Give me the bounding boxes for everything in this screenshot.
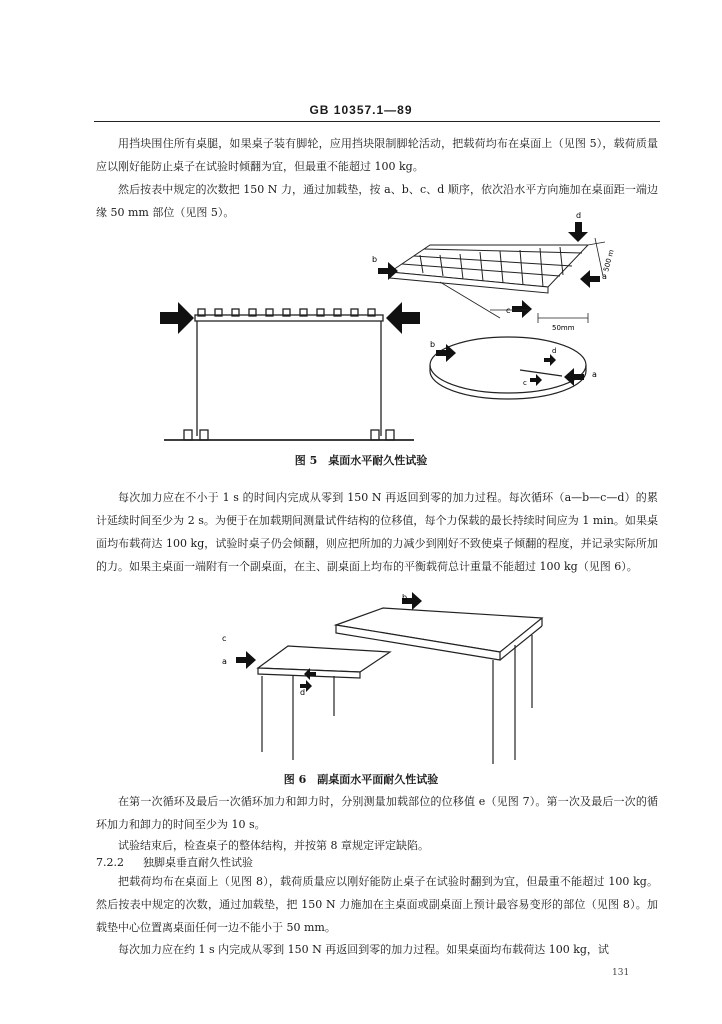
- fig6-label-c: c: [222, 634, 227, 643]
- paragraph-7: 每次加力应在约 1 s 内完成从零到 150 N 再返回到零的加力过程。如果桌面均布载荷达 100 kg，试: [118, 943, 609, 956]
- side-table: [258, 646, 390, 760]
- fig5-label-c: c: [506, 306, 511, 315]
- section-heading: [96, 854, 253, 870]
- fig5-round-label-b: b: [430, 340, 436, 349]
- main-table: [336, 608, 542, 764]
- fig5-round-label-c: c: [523, 379, 527, 387]
- fig6-label-a: a: [222, 657, 227, 666]
- page-number: 131: [612, 968, 630, 978]
- section-number: 7.2.2: [96, 856, 124, 869]
- standard-number: GB 10357.1—89: [309, 103, 413, 117]
- paragraph-5: 试验结束后，检查桌子的整体结构，并按第 8 章规定评定缺陷。: [118, 839, 429, 852]
- paragraph-2: 然后按表中规定的次数把 150 N 力，通过加载垫，按 a、b、c、d 顺序，依次沿水平方向施加在桌面距一端边缘 50 mm 部位（见图 5）。: [96, 183, 658, 219]
- fig5-dim-50mm: 50mm: [552, 324, 575, 332]
- figure-5-caption: 图 5 桌面水平耐久性试验: [294, 454, 428, 467]
- fig6-label-d: d: [300, 688, 306, 697]
- section-title: 独脚桌垂直耐久性试验: [143, 856, 253, 869]
- fig6-label-b: b: [402, 593, 408, 602]
- fig5-label-d: d: [576, 211, 582, 220]
- fig5-label-a: a: [602, 272, 607, 281]
- paragraph-3: 每次加力应在不小于 1 s 的时间内完成从零到 150 N 再返回到零的加力过程。每次循环（a—b—c—d）的累计延续时间至少为 2 s。为便于在加载期间测量试件结构的位移值，每个力保载的最长持续时间应为 1 min。如果桌面均布载荷达 100 kg，试验时桌子仍会倾翻，则应把所加的力减少到刚好不致使桌子倾翻的程度，并记录实际所加的力。如果主桌面一端附有一个副桌面，在主、副桌面上均布的平衡载荷总计重量不能超过 100 kg（见图 6）。: [96, 491, 658, 573]
- fig5-dim-500m: 500 m: [602, 248, 616, 273]
- fig5-round-label-d: d: [552, 347, 557, 355]
- paragraph-4: 在第一次循环及最后一次循环加力和卸力时，分别测量加载部位的位移值 e（见图 7）。第一次及最后一次的循环加力和卸力的时间至少为 10 s。: [96, 795, 658, 831]
- paragraph-1: 用挡块围住所有桌腿，如果桌子装有脚轮，应用挡块限制脚轮活动，把载荷均布在桌面上（见图 5），载荷质量应以刚好能防止桌子在试验时倾翻为宜，但最重不能超过 100 kg。: [96, 137, 658, 173]
- figure-6-caption: 图 6 副桌面水平面耐久性试验: [283, 773, 439, 786]
- fig5-round-label-a: a: [592, 370, 597, 379]
- paragraph-6: 把载荷均布在桌面上（见图 8），载荷质量应以刚好能防止桌子在试验时翻到为宜，但最重不能超过 100 kg。然后按表中规定的次数，通过加载垫，把 150 N 力施加在主桌面或副桌面上预计最容易变形的部位（见图 8）。加载垫中心位置离桌面任何一边不能小于 50 mm。: [96, 875, 658, 934]
- fig5-label-b: b: [372, 255, 378, 264]
